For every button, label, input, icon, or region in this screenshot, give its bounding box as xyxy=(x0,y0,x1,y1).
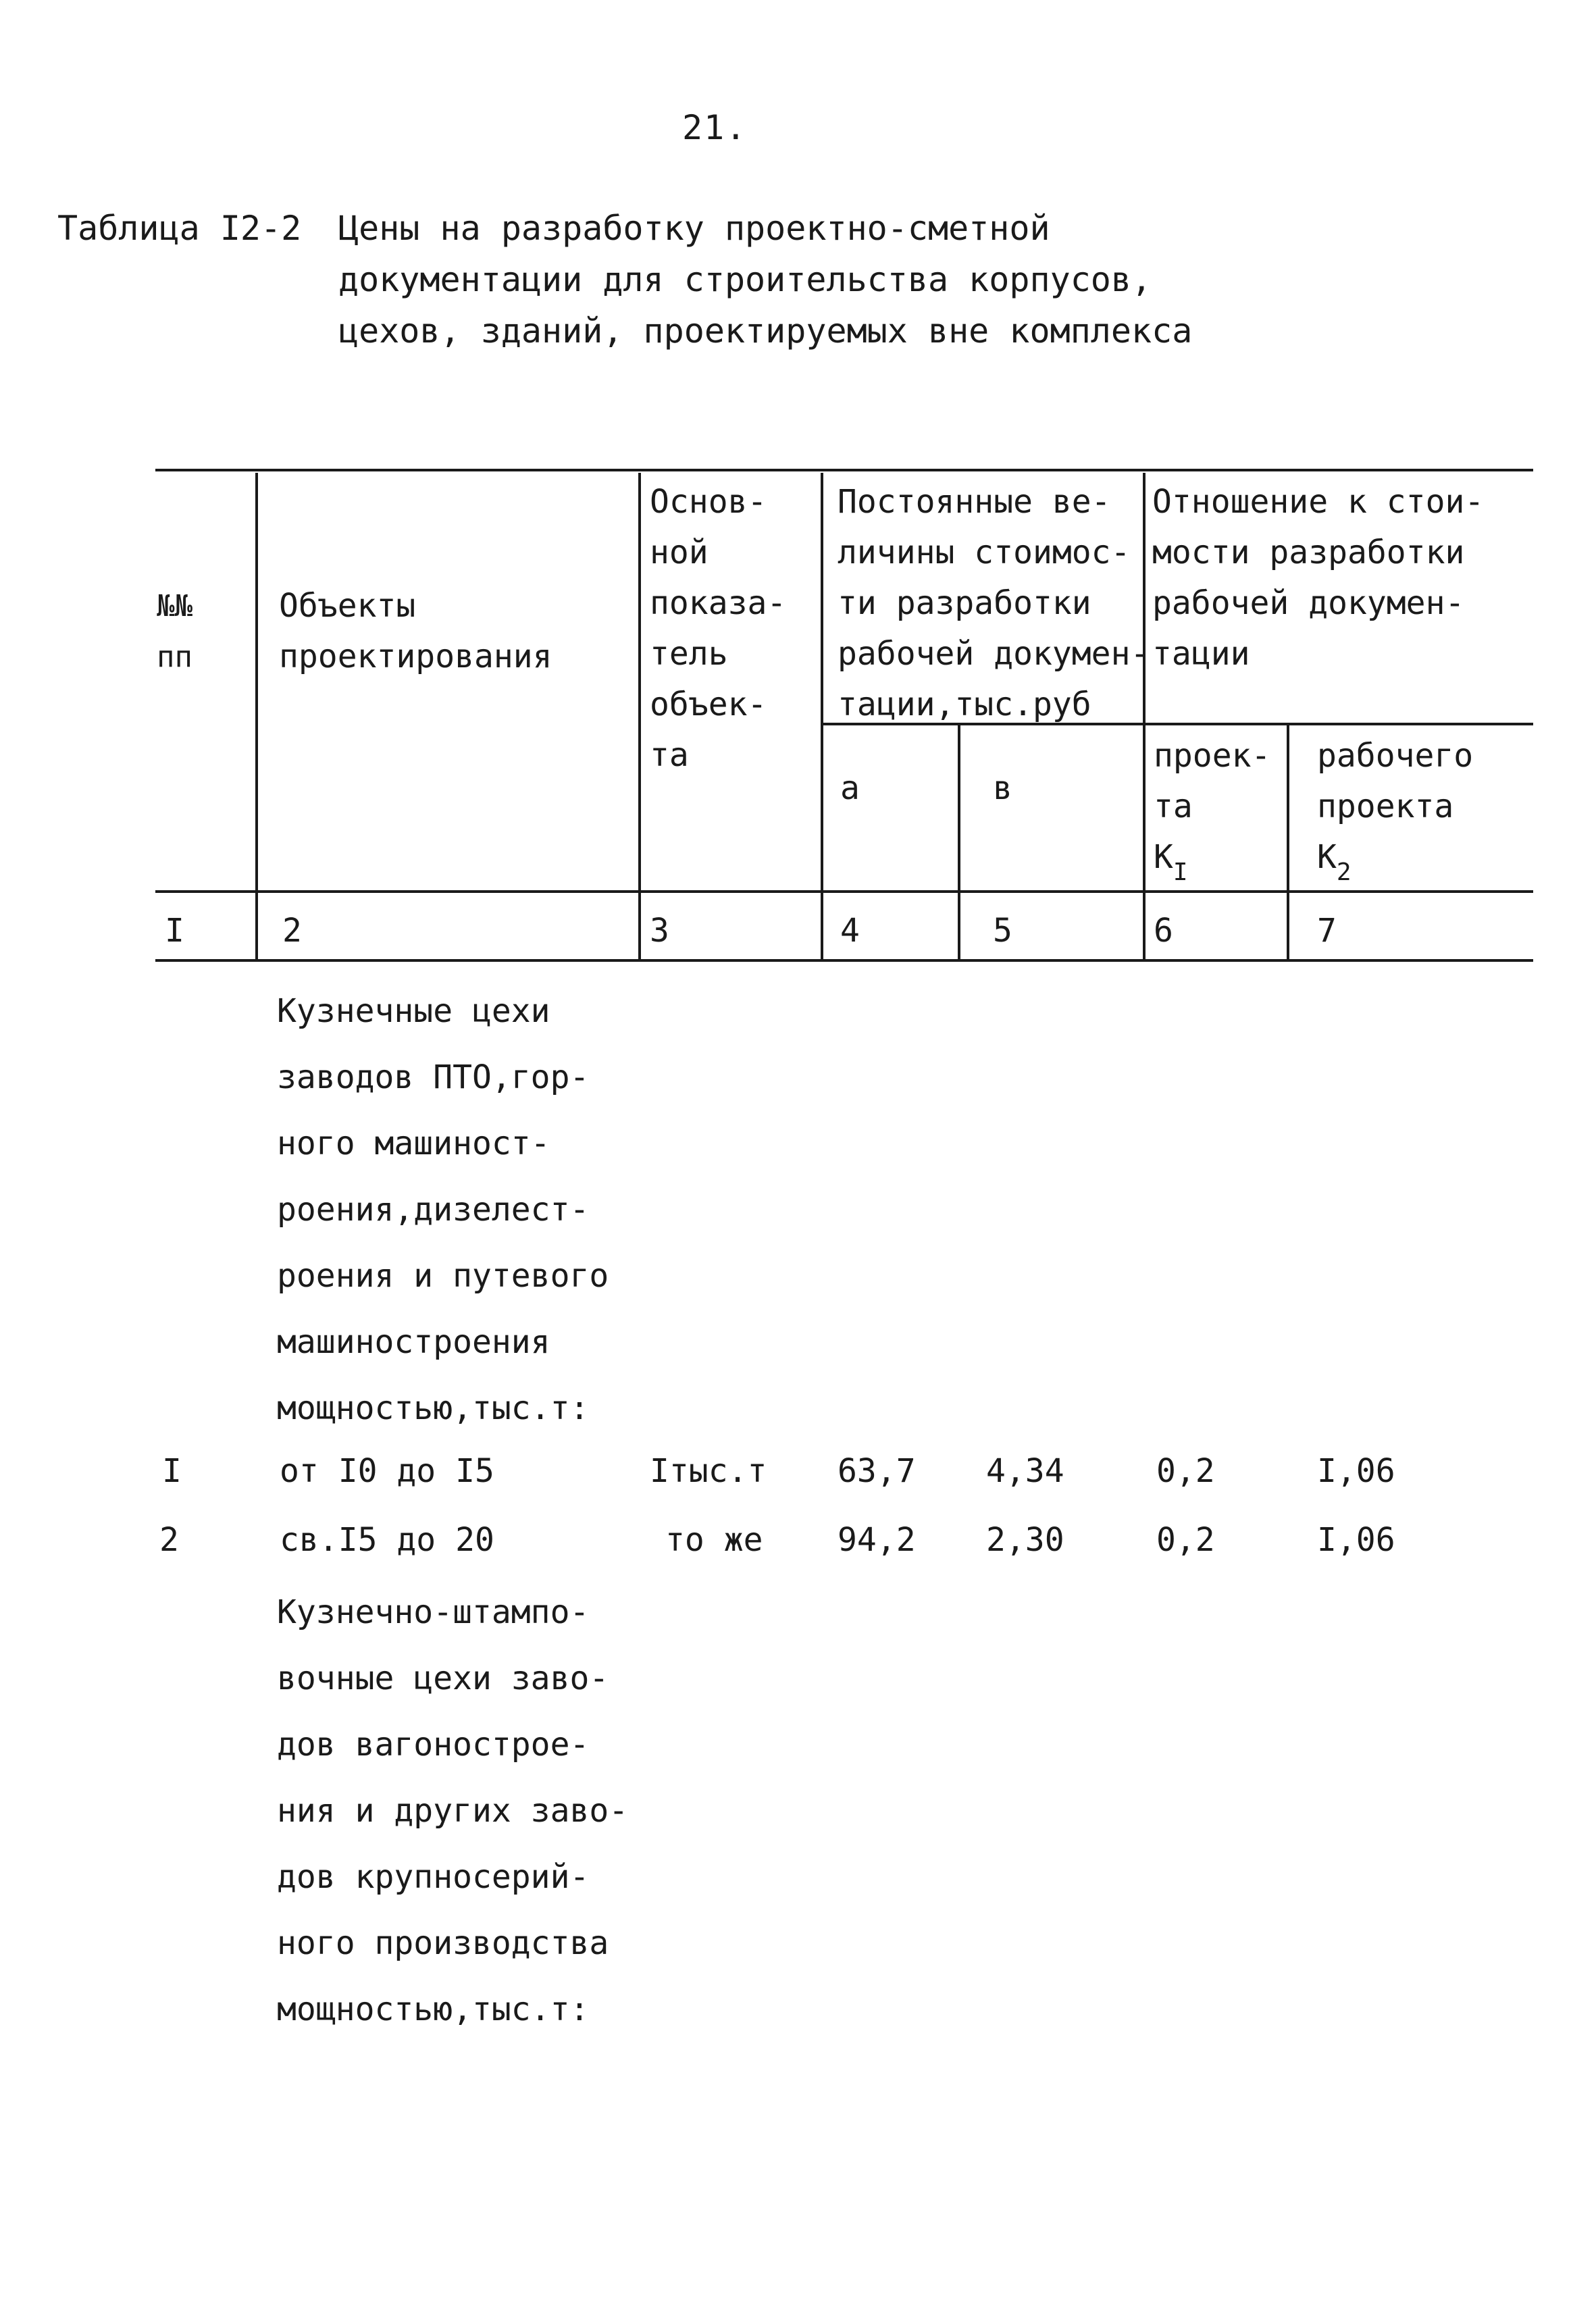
row-value-k1: 0,2 xyxy=(1156,1521,1215,1559)
col-divider xyxy=(1287,725,1289,962)
col-divider xyxy=(638,473,641,962)
column-number: 6 xyxy=(1154,912,1173,950)
header-sub-a: а xyxy=(840,769,860,807)
header-indicator: Основ- ной показа- тель объек- та xyxy=(650,483,787,774)
col-divider xyxy=(255,473,258,962)
header-sub-k2 xyxy=(1317,731,1473,885)
col-divider xyxy=(821,473,823,962)
col-divider xyxy=(958,725,960,962)
page-number: 21. xyxy=(682,108,748,147)
row-indicator: то же xyxy=(665,1521,763,1559)
header-sub-k1-index: I xyxy=(1173,858,1188,886)
header-sub-b: в xyxy=(993,769,1012,807)
column-number: 5 xyxy=(993,912,1012,950)
row-value-k1: 0,2 xyxy=(1156,1452,1215,1490)
section-title: Кузнечно-штампо- вочные цехи заво- дов вагонострое- ния и других заво- дов крупносерий- ного производства мощностью,тыс.т: xyxy=(277,1593,629,2028)
header-sub-k1 xyxy=(1154,731,1270,885)
header-sub-k2-index: 2 xyxy=(1336,858,1352,886)
column-number: 4 xyxy=(840,912,860,950)
caption-line: Цены на разработку проектно-сметной xyxy=(338,209,1050,248)
caption-label: Таблица I2-2 xyxy=(57,209,302,248)
row-number: I xyxy=(162,1452,182,1490)
row-number: 2 xyxy=(159,1521,179,1559)
row-indicator: Iтыс.т xyxy=(650,1452,767,1490)
row-value-a: 63,7 xyxy=(838,1452,916,1490)
row-value-a: 94,2 xyxy=(838,1521,916,1559)
header-objects: Объекты проектирования xyxy=(279,587,552,675)
header-bottom-rule xyxy=(155,890,1533,893)
row-value-b: 4,34 xyxy=(986,1452,1064,1490)
numbers-bottom-rule xyxy=(155,959,1533,962)
row-object: св.I5 до 20 xyxy=(280,1521,494,1559)
header-top-rule xyxy=(155,469,1533,471)
column-number: I xyxy=(165,912,184,950)
row-value-k2: I,06 xyxy=(1317,1521,1395,1559)
column-number: 7 xyxy=(1317,912,1337,950)
header-constant-values: Постоянные ве- личины стоимос- ти разработки рабочей докумен- тации,тыс.руб xyxy=(838,483,1150,723)
column-number: 2 xyxy=(282,912,302,950)
caption-line: документации для строительства корпусов, xyxy=(338,260,1152,299)
header-number: №№ пп xyxy=(157,589,192,674)
column-number: 3 xyxy=(650,912,669,950)
header-sub-k2-label: рабочего проекта К xyxy=(1317,737,1474,876)
header-sub-k1-label: проек- та К xyxy=(1154,737,1271,876)
section-title: Кузнечные цехи заводов ПТО,гор- ного машиност- роения,дизелест- роения и путевого машиностроения мощностью,тыс.т: xyxy=(277,992,609,1427)
row-value-b: 2,30 xyxy=(986,1521,1064,1559)
caption-line: цехов, зданий, проектируемых вне комплекса xyxy=(338,311,1193,351)
header-ratio: Отношение к стои- мости разработки рабочей докумен- тации xyxy=(1152,483,1485,673)
row-value-k2: I,06 xyxy=(1317,1452,1395,1490)
row-object: от I0 до I5 xyxy=(280,1452,494,1490)
